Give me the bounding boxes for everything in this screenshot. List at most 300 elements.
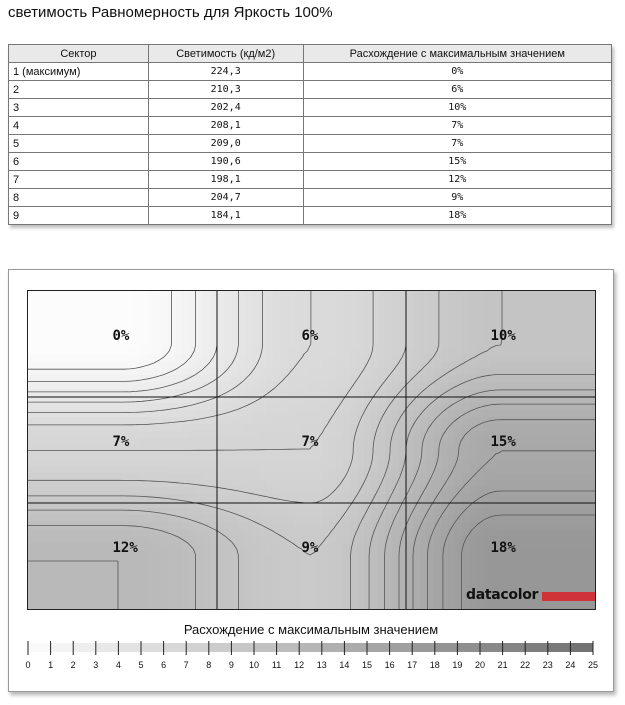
heatmap-shade: [63, 564, 71, 572]
heatmap-shade: [385, 298, 393, 306]
heatmap-shade: [217, 536, 225, 544]
heatmap-shade: [336, 291, 344, 299]
heatmap-shade: [413, 557, 421, 565]
heatmap-shade: [266, 319, 274, 327]
heatmap-shade: [462, 571, 470, 579]
heatmap-shade: [70, 550, 78, 558]
heatmap-shade: [140, 550, 148, 558]
scale-tick-label: 10: [248, 660, 259, 670]
heatmap-shade: [231, 389, 239, 397]
heatmap-shade: [126, 389, 134, 397]
heatmap-shade: [427, 438, 435, 446]
heatmap-shade: [105, 347, 113, 355]
heatmap-shade: [504, 459, 512, 467]
heatmap-shade: [133, 564, 141, 572]
heatmap-shade: [357, 361, 365, 369]
heatmap-shade: [70, 333, 78, 341]
heatmap-shade: [420, 543, 428, 551]
heatmap-shade: [560, 501, 568, 509]
heatmap-shade: [168, 487, 176, 495]
heatmap-shade: [56, 592, 64, 600]
heatmap-shade: [56, 403, 64, 411]
heatmap-shade: [434, 501, 442, 509]
heatmap-shade: [70, 529, 78, 537]
heatmap-shade: [476, 340, 484, 348]
heatmap-shade: [378, 445, 386, 453]
heatmap-shade: [210, 389, 218, 397]
heatmap-shade: [371, 326, 379, 334]
heatmap-shade: [70, 571, 78, 579]
heatmap-shade: [238, 557, 246, 565]
heatmap-shade: [532, 354, 540, 362]
scale-tick-label: 22: [520, 660, 531, 670]
heatmap-shade: [357, 508, 365, 516]
heatmap-shade: [399, 368, 407, 376]
header-sector: Сектор: [9, 45, 149, 63]
heatmap-shade: [483, 508, 491, 516]
heatmap-shade: [294, 480, 302, 488]
heatmap-shade: [539, 326, 547, 334]
heatmap-shade: [63, 431, 71, 439]
heatmap-shade: [182, 298, 190, 306]
heatmap-shade: [119, 494, 127, 502]
heatmap-shade: [560, 529, 568, 537]
heatmap-shade: [154, 333, 162, 341]
heatmap-shade: [399, 487, 407, 495]
heatmap-shade: [301, 487, 309, 495]
heatmap-shade: [84, 473, 92, 481]
heatmap-shade: [462, 375, 470, 383]
heatmap-shade: [175, 557, 183, 565]
heatmap-shade: [406, 494, 414, 502]
heatmap-shade: [546, 480, 554, 488]
heatmap-shade: [210, 599, 218, 607]
heatmap-shade: [497, 305, 505, 313]
heatmap-shade: [182, 368, 190, 376]
heatmap-shade: [147, 585, 155, 593]
heatmap-shade: [252, 298, 260, 306]
heatmap-shade: [56, 578, 64, 586]
heatmap-shade: [287, 417, 295, 425]
heatmap-shade: [504, 291, 512, 299]
heatmap-shade: [329, 438, 337, 446]
heatmap-shade: [42, 550, 50, 558]
heatmap-shade: [364, 550, 372, 558]
heatmap-shade: [588, 361, 595, 369]
heatmap-shade: [399, 375, 407, 383]
heatmap-shade: [413, 571, 421, 579]
heatmap-shade: [224, 473, 232, 481]
heatmap-shade: [560, 480, 568, 488]
heatmap-shade: [448, 333, 456, 341]
heatmap-shade: [308, 382, 316, 390]
heatmap-shade: [371, 403, 379, 411]
heatmap-shade: [245, 368, 253, 376]
heatmap-shade: [518, 417, 526, 425]
heatmap-shade: [469, 452, 477, 460]
heatmap-shade: [476, 501, 484, 509]
heatmap-shade: [525, 459, 533, 467]
heatmap-shade: [126, 508, 134, 516]
heatmap-shade: [217, 599, 225, 607]
table-row: [9, 171, 612, 189]
heatmap-shade: [567, 431, 575, 439]
heatmap-shade: [371, 333, 379, 341]
heatmap-shade: [105, 466, 113, 474]
heatmap-shade: [378, 389, 386, 397]
heatmap-shade: [91, 494, 99, 502]
heatmap-shade: [287, 459, 295, 467]
heatmap-shade: [329, 599, 337, 607]
heatmap-shade: [497, 354, 505, 362]
heatmap-shade: [357, 501, 365, 509]
heatmap-shade: [280, 480, 288, 488]
heatmap-shade: [588, 291, 595, 299]
heatmap-shade: [462, 417, 470, 425]
heatmap-shade: [280, 466, 288, 474]
heatmap-shade: [588, 536, 595, 544]
heatmap-shade: [476, 508, 484, 516]
heatmap-shade: [175, 578, 183, 586]
heatmap-shade: [490, 291, 498, 299]
heatmap-shade: [224, 543, 232, 551]
heatmap-shade: [217, 515, 225, 523]
heatmap-shade: [434, 473, 442, 481]
heatmap-shade: [301, 529, 309, 537]
heatmap-shade: [385, 354, 393, 362]
heatmap-shade: [581, 606, 589, 609]
heatmap-shade: [420, 466, 428, 474]
heatmap-shade: [301, 494, 309, 502]
heatmap-shade: [147, 305, 155, 313]
heatmap-shade: [210, 557, 218, 565]
heatmap-shade: [238, 452, 246, 460]
heatmap-shade: [560, 508, 568, 516]
heatmap-shade: [147, 438, 155, 446]
heatmap-shade: [434, 592, 442, 600]
heatmap-shade: [322, 501, 330, 509]
heatmap-shade: [196, 410, 204, 418]
heatmap-shade: [476, 550, 484, 558]
sector-label-2: 6%: [301, 328, 319, 344]
heatmap-shade: [567, 501, 575, 509]
heatmap-shade: [98, 501, 106, 509]
heatmap-shade: [546, 564, 554, 572]
heatmap-shade: [189, 494, 197, 502]
heatmap-shade: [266, 599, 274, 607]
heatmap-shade: [189, 487, 197, 495]
heatmap-shade: [350, 291, 358, 299]
heatmap-shade: [203, 543, 211, 551]
heatmap-shade: [140, 494, 148, 502]
heatmap-shade: [196, 305, 204, 313]
heatmap-shade: [119, 298, 127, 306]
heatmap-shade: [105, 487, 113, 495]
heatmap-shade: [525, 445, 533, 453]
heatmap-shade: [588, 326, 595, 334]
heatmap-shade: [224, 557, 232, 565]
heatmap-shade: [77, 410, 85, 418]
heatmap-shade: [154, 424, 162, 432]
heatmap-shade: [210, 459, 218, 467]
heatmap-shade: [434, 585, 442, 593]
heatmap-shade: [406, 578, 414, 586]
heatmap-shade: [140, 571, 148, 579]
heatmap-shade: [427, 508, 435, 516]
heatmap-shade: [70, 354, 78, 362]
heatmap-shade: [308, 508, 316, 516]
heatmap-shade: [427, 473, 435, 481]
heatmap-shade: [567, 550, 575, 558]
heatmap-shade: [532, 536, 540, 544]
heatmap-shade: [588, 347, 595, 355]
heatmap-shade: [448, 550, 456, 558]
heatmap-shade: [308, 606, 316, 609]
heatmap-shade: [266, 564, 274, 572]
heatmap-shade: [91, 515, 99, 523]
heatmap-shade: [441, 466, 449, 474]
heatmap-shade: [168, 466, 176, 474]
heatmap-shade: [238, 326, 246, 334]
heatmap-shade: [266, 375, 274, 383]
luminance-cell: 202,4: [148, 99, 303, 117]
heatmap-shade: [77, 361, 85, 369]
heatmap-shade: [182, 508, 190, 516]
heatmap-shade: [567, 536, 575, 544]
heatmap-shade: [98, 606, 106, 609]
heatmap-shade: [315, 417, 323, 425]
heatmap-shade: [147, 494, 155, 502]
heatmap-shade: [350, 333, 358, 341]
heatmap-shade: [231, 333, 239, 341]
heatmap-shade: [294, 389, 302, 397]
heatmap-shade: [357, 375, 365, 383]
heatmap-shade: [252, 403, 260, 411]
heatmap-shade: [105, 438, 113, 446]
heatmap-shade: [182, 424, 190, 432]
heatmap-shade: [294, 522, 302, 530]
heatmap-shade: [140, 382, 148, 390]
scale-tick-label: 6: [161, 660, 167, 670]
heatmap-shade: [525, 333, 533, 341]
heatmap-shade: [91, 459, 99, 467]
heatmap-shade: [532, 445, 540, 453]
heatmap-shade: [329, 445, 337, 453]
heatmap-shade: [308, 459, 316, 467]
heatmap-shade: [140, 466, 148, 474]
heatmap-shade: [217, 382, 225, 390]
heatmap-shade: [546, 375, 554, 383]
heatmap-shade: [217, 368, 225, 376]
heatmap-shade: [287, 410, 295, 418]
heatmap-shade: [413, 599, 421, 607]
heatmap-shade: [84, 333, 92, 341]
heatmap-shade: [567, 312, 575, 320]
heatmap-shade: [259, 445, 267, 453]
heatmap-shade: [441, 564, 449, 572]
heatmap-shade: [469, 578, 477, 586]
luminance-cell: 209,0: [148, 135, 303, 153]
heatmap-shade: [434, 480, 442, 488]
heatmap-shade: [63, 361, 71, 369]
heatmap-shade: [280, 473, 288, 481]
heatmap-shade: [287, 326, 295, 334]
heatmap-shade: [245, 389, 253, 397]
heatmap-shade: [98, 347, 106, 355]
heatmap-shade: [28, 354, 36, 362]
heatmap-shade: [329, 361, 337, 369]
heatmap-shade: [434, 557, 442, 565]
heatmap-shade: [525, 312, 533, 320]
heatmap-shade: [98, 298, 106, 306]
heatmap-shade: [343, 585, 351, 593]
heatmap-shade: [462, 515, 470, 523]
heatmap-shade: [511, 417, 519, 425]
heatmap-shade: [203, 424, 211, 432]
heatmap-shade: [182, 431, 190, 439]
heatmap-shade: [77, 333, 85, 341]
heatmap-shade: [105, 564, 113, 572]
heatmap-shade: [357, 312, 365, 320]
heatmap-shade: [441, 312, 449, 320]
heatmap-shade: [133, 319, 141, 327]
heatmap-shade: [252, 340, 260, 348]
heatmap-shade: [385, 333, 393, 341]
heatmap-shade: [525, 480, 533, 488]
heatmap-shade: [385, 557, 393, 565]
heatmap-shade: [259, 564, 267, 572]
heatmap-shade: [399, 599, 407, 607]
heatmap-shade: [42, 515, 50, 523]
heatmap-shade: [483, 382, 491, 390]
heatmap-shade: [392, 599, 400, 607]
heatmap-shade: [259, 606, 267, 609]
scale-tick-label: 11: [271, 660, 282, 670]
heatmap-shade: [182, 452, 190, 460]
heatmap-shade: [266, 571, 274, 579]
heatmap-shade: [553, 466, 561, 474]
heatmap-shade: [434, 431, 442, 439]
heatmap-shade: [336, 557, 344, 565]
heatmap-shade: [420, 536, 428, 544]
heatmap-shade: [238, 543, 246, 551]
heatmap-shade: [301, 459, 309, 467]
heatmap-shade: [441, 298, 449, 306]
heatmap-shade: [245, 501, 253, 509]
heatmap-shade: [476, 452, 484, 460]
heatmap-shade: [56, 473, 64, 481]
heatmap-shade: [441, 557, 449, 565]
heatmap-shade: [308, 312, 316, 320]
heatmap-shade: [119, 529, 127, 537]
heatmap-shade: [322, 438, 330, 446]
heatmap-shade: [161, 326, 169, 334]
heatmap-shade: [343, 445, 351, 453]
heatmap-shade: [238, 606, 246, 609]
heatmap-shade: [511, 410, 519, 418]
heatmap-shade: [511, 522, 519, 530]
scale-swatch: [51, 643, 74, 652]
heatmap-shade: [399, 515, 407, 523]
heatmap-shade: [343, 424, 351, 432]
heatmap-shade: [399, 389, 407, 397]
heatmap-shade: [168, 501, 176, 509]
heatmap-shade: [315, 375, 323, 383]
heatmap-shade: [210, 424, 218, 432]
heatmap-shade: [350, 361, 358, 369]
heatmap-shade: [434, 536, 442, 544]
heatmap-shade: [504, 508, 512, 516]
heatmap-shade: [546, 494, 554, 502]
heatmap-shade: [77, 326, 85, 334]
heatmap-shade: [28, 529, 36, 537]
heatmap-shade: [574, 473, 582, 481]
heatmap-shade: [392, 375, 400, 383]
heatmap-shade: [280, 529, 288, 537]
heatmap-shade: [168, 452, 176, 460]
heatmap-shade: [287, 305, 295, 313]
heatmap-shade: [336, 571, 344, 579]
heatmap-shade: [378, 291, 386, 299]
heatmap-shade: [322, 592, 330, 600]
heatmap-shade: [168, 522, 176, 530]
heatmap-shade: [427, 585, 435, 593]
heatmap-shade: [525, 340, 533, 348]
heatmap-shade: [364, 312, 372, 320]
heatmap-shade: [553, 319, 561, 327]
heatmap-shade: [406, 305, 414, 313]
heatmap-shade: [238, 340, 246, 348]
heatmap-shade: [476, 529, 484, 537]
heatmap-shade: [364, 445, 372, 453]
heatmap-shade: [483, 578, 491, 586]
heatmap-shade: [238, 599, 246, 607]
heatmap-shade: [518, 557, 526, 565]
heatmap-shade: [455, 424, 463, 432]
heatmap-shade: [217, 543, 225, 551]
heatmap-shade: [49, 382, 57, 390]
heatmap-shade: [357, 291, 365, 299]
heatmap-shade: [63, 487, 71, 495]
heatmap-shade: [329, 473, 337, 481]
heatmap-shade: [168, 592, 176, 600]
heatmap-shade: [567, 375, 575, 383]
heatmap-shade: [259, 424, 267, 432]
heatmap-shade: [329, 515, 337, 523]
heatmap-shade: [182, 522, 190, 530]
scale-swatch: [435, 643, 458, 652]
heatmap-shade: [175, 340, 183, 348]
heatmap-shade: [497, 382, 505, 390]
heatmap-shade: [420, 445, 428, 453]
heatmap-shade: [364, 487, 372, 495]
heatmap-shade: [420, 305, 428, 313]
heatmap-shade: [210, 403, 218, 411]
heatmap-shade: [455, 305, 463, 313]
scale-swatch: [277, 643, 300, 652]
heatmap-shade: [28, 536, 36, 544]
heatmap-shade: [210, 536, 218, 544]
heatmap-shade: [518, 571, 526, 579]
heatmap-shade: [427, 592, 435, 600]
heatmap-shade: [98, 571, 106, 579]
heatmap-shade: [119, 347, 127, 355]
heatmap-shade: [490, 424, 498, 432]
heatmap-shade: [266, 578, 274, 586]
heatmap-shade: [315, 298, 323, 306]
heatmap-shade: [532, 424, 540, 432]
heatmap-shade: [504, 382, 512, 390]
